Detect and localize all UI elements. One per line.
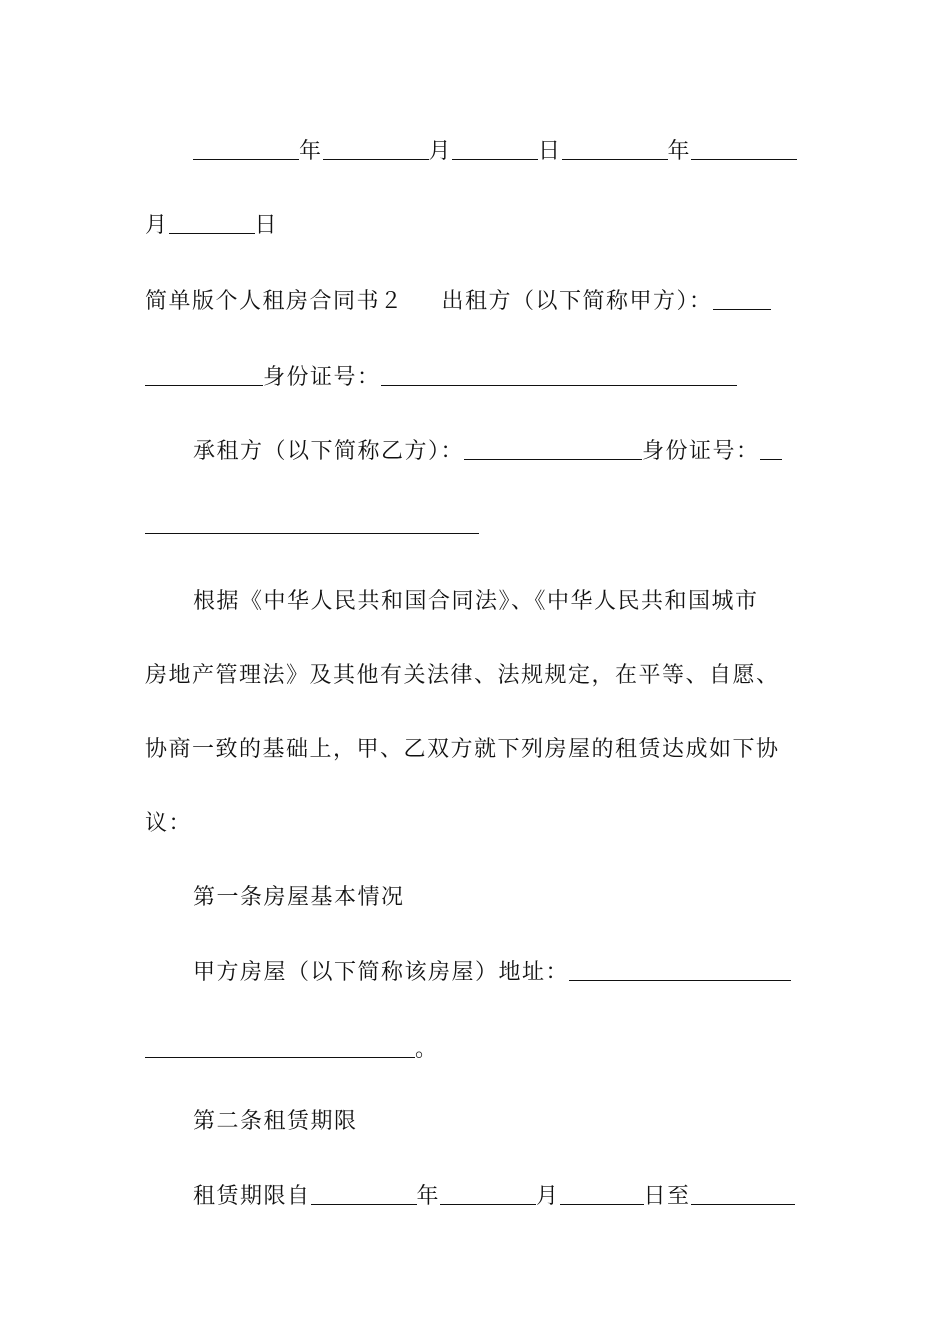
blank-lessor-name-cont [145, 359, 263, 386]
preamble-line-1: 根据《中华人民共和国合同法》、《中华人民共和国城市 [193, 589, 759, 614]
blank-lessee-name [464, 433, 642, 460]
preamble-line-2: 房地产管理法》及其他有关法律、法规规定，在平等、自愿、 [145, 663, 780, 688]
lessee-id-line-cont [145, 506, 807, 546]
blank-lessor-name [713, 283, 771, 310]
day-label-1: 日 [538, 139, 562, 164]
article-1-heading: 第一条房屋基本情况 [193, 885, 405, 910]
term-prefix: 租赁期限自 [193, 1184, 311, 1209]
contract-title: 简单版个人租房合同书２ [145, 289, 404, 314]
address-end: 。 [415, 1037, 439, 1062]
term-day-to-label: 日至 [643, 1184, 691, 1209]
address-label: 甲方房屋（以下简称该房屋）地址： [193, 960, 570, 985]
lessor-id-label: 身份证号： [263, 365, 381, 390]
lessee-id-label: 身份证号： [642, 439, 760, 464]
address-line-cont [145, 1030, 807, 1070]
year-label-1: 年 [299, 139, 323, 164]
preamble-line-4: 议： [145, 811, 193, 836]
month-label-2: 月 [145, 213, 169, 238]
day-label-2: 日 [254, 213, 279, 238]
article-2-heading: 第二条租赁期限 [193, 1109, 358, 1134]
title-line [145, 282, 807, 322]
lessor-id-line [145, 358, 807, 398]
address-line [193, 953, 807, 993]
blank-month-2 [691, 133, 797, 160]
year-label-2: 年 [667, 139, 692, 164]
date-line-continued [145, 206, 807, 246]
term-month-label: 月 [536, 1184, 560, 1209]
blank-year-1 [193, 133, 299, 160]
blank-address [569, 954, 791, 981]
date-line [193, 132, 807, 172]
blank-address-cont [145, 1031, 415, 1058]
blank-lessee-id-cont [145, 507, 479, 534]
blank-day-1 [452, 133, 538, 160]
blank-term-day [560, 1178, 644, 1205]
blank-term-month [440, 1178, 536, 1205]
blank-term-end [691, 1178, 795, 1205]
month-label-1: 月 [428, 139, 453, 164]
lessor-label: 出租方（以下简称甲方）： [441, 289, 713, 314]
preamble-line-3: 协商一致的基础上，甲、乙双方就下列房屋的租赁达成如下协 [145, 737, 780, 762]
blank-day-2 [169, 207, 255, 234]
blank-month-1 [323, 133, 429, 160]
lessee-line [193, 432, 807, 472]
term-year-label: 年 [416, 1184, 441, 1209]
lessee-label: 承租方（以下简称乙方）： [193, 439, 465, 464]
blank-lessee-id [760, 433, 782, 460]
blank-lessor-id [381, 359, 737, 386]
term-line [193, 1177, 807, 1217]
blank-year-2 [562, 133, 668, 160]
blank-term-year [311, 1178, 417, 1205]
